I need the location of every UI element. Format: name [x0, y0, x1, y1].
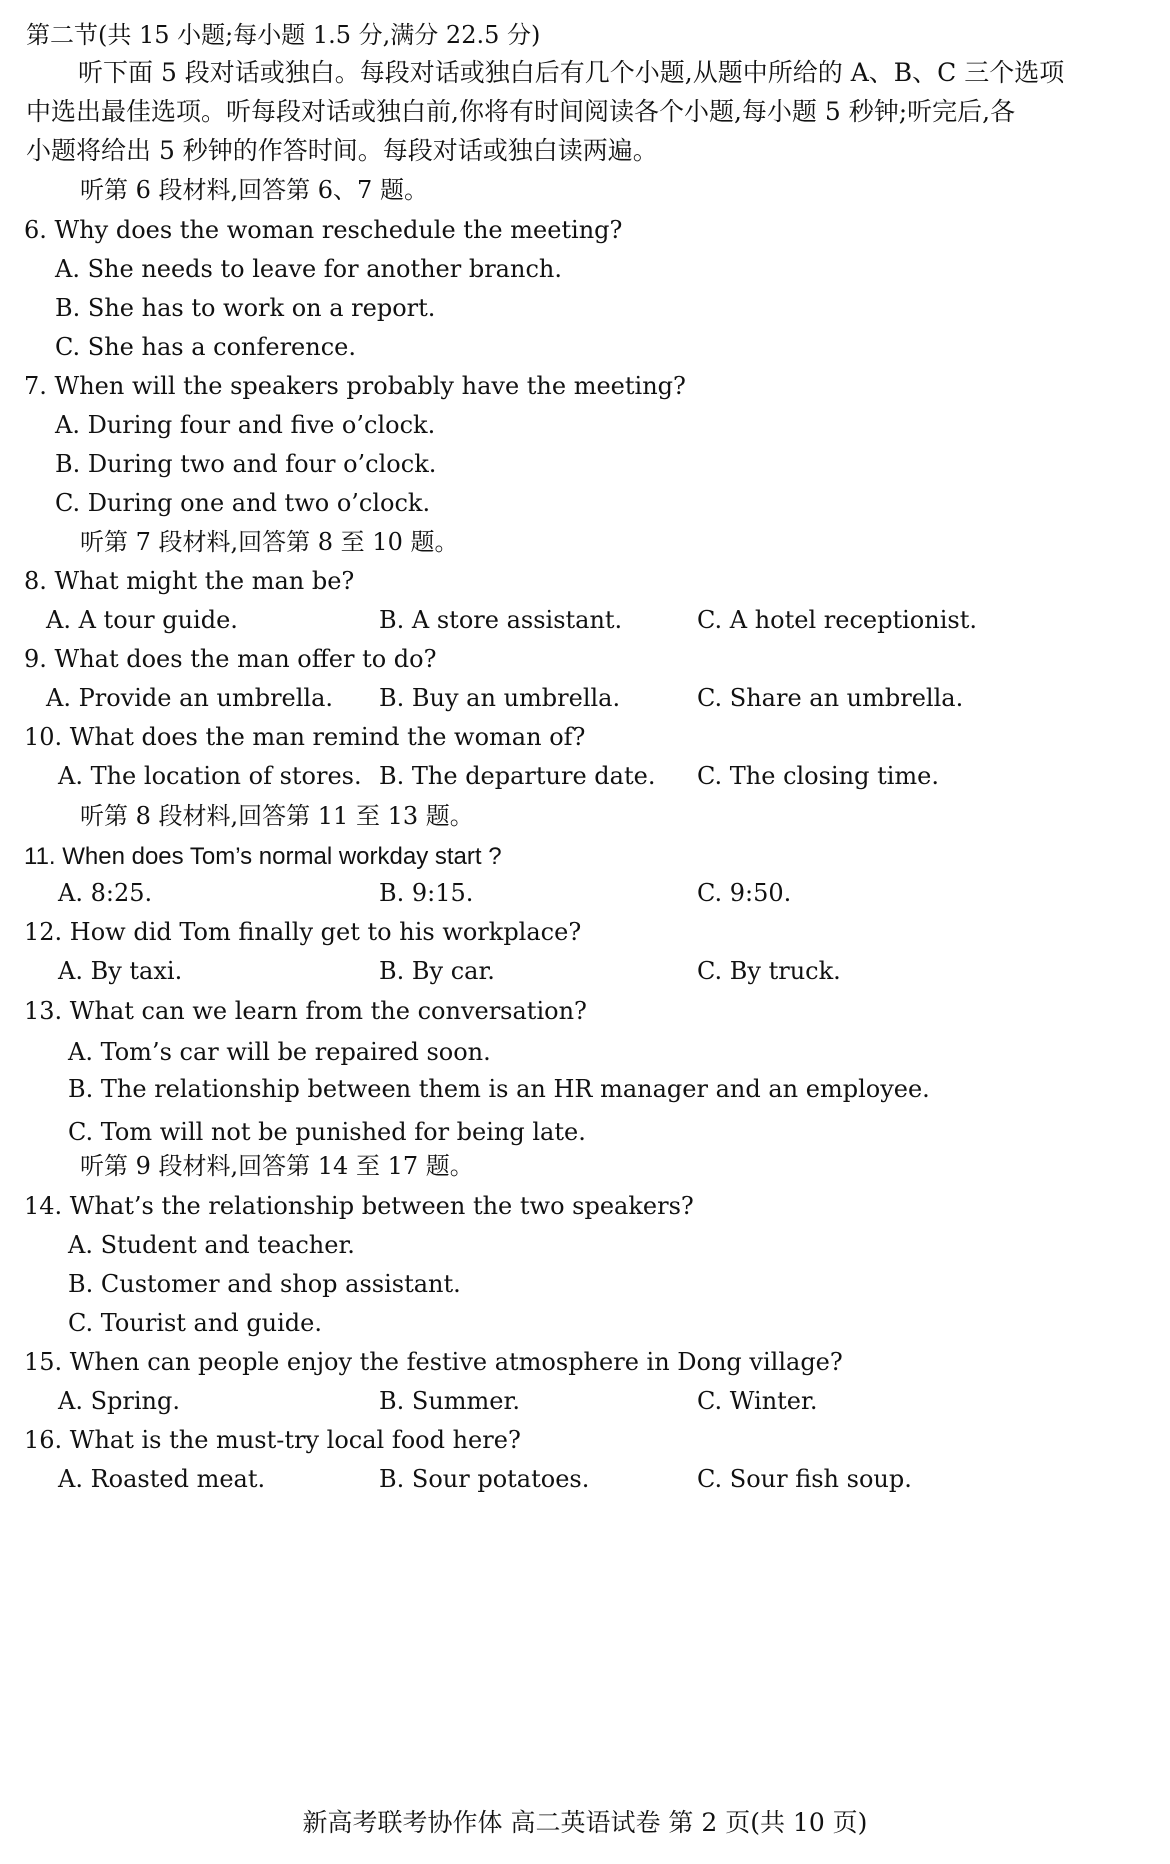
question-10-stem: 10. What does the man remind the woman of? [24, 723, 586, 751]
question-6-option-c: C. She has a conference. [55, 333, 356, 361]
question-10-option-c: C. The closing time. [697, 762, 939, 790]
group-intro-11-13: 听第 8 段材料,回答第 11 至 13 题。 [80, 802, 474, 830]
question-15-options [0, 1386, 1170, 1416]
question-10-options [0, 761, 1170, 791]
question-13-option-c: C. Tom will not be punished for being late. [68, 1118, 586, 1146]
question-11-option-c: C. 9:50. [697, 879, 792, 907]
question-8-options [0, 605, 1170, 635]
group-intro-6-7: 听第 6 段材料,回答第 6、7 题。 [80, 176, 428, 204]
question-12-option-a: A. By taxi. [58, 957, 183, 985]
question-16-option-c: C. Sour fish soup. [697, 1465, 912, 1493]
question-16-option-b: B. Sour potatoes. [379, 1465, 590, 1493]
question-15-option-a: A. Spring. [58, 1387, 180, 1415]
question-11-stem: 11. When does Tom’s normal workday start ? [24, 843, 502, 870]
instruction-line-1: 听下面 5 段对话或独白。每段对话或独白后有几个小题,从题中所给的 A、B、C 三个选项 [78, 58, 1065, 87]
question-8-option-a: A. A tour guide. [46, 606, 238, 634]
question-7-option-b: B. During two and four o’clock. [55, 450, 437, 478]
question-6-option-b: B. She has to work on a report. [55, 294, 436, 322]
question-14-stem: 14. What’s the relationship between the two speakers? [24, 1192, 694, 1220]
group-intro-8-10: 听第 7 段材料,回答第 8 至 10 题。 [80, 528, 459, 556]
question-10-option-b: B. The departure date. [379, 762, 656, 790]
question-14-option-c: C. Tourist and guide. [68, 1309, 323, 1337]
question-16-stem: 16. What is the must-try local food here? [24, 1426, 521, 1454]
question-13-stem: 13. What can we learn from the conversation? [24, 997, 587, 1025]
question-13-option-b: B. The relationship between them is an HR manager and an employee. [68, 1075, 930, 1103]
question-16-options [0, 1464, 1170, 1494]
question-7-option-c: C. During one and two o’clock. [55, 489, 431, 517]
question-9-stem: 9. What does the man offer to do? [24, 645, 437, 673]
question-8-option-b: B. A store assistant. [379, 606, 623, 634]
question-8-option-c: C. A hotel receptionist. [697, 606, 977, 634]
question-14-option-a: A. Student and teacher. [68, 1231, 355, 1259]
group-intro-14-17: 听第 9 段材料,回答第 14 至 17 题。 [80, 1152, 474, 1180]
question-6-stem: 6. Why does the woman reschedule the meeting? [24, 216, 623, 244]
question-15-option-c: C. Winter. [697, 1387, 818, 1415]
question-16-option-a: A. Roasted meat. [58, 1465, 266, 1493]
question-14-option-b: B. Customer and shop assistant. [68, 1270, 461, 1298]
section-title: 第二节(共 15 小题;每小题 1.5 分,满分 22.5 分) [26, 21, 541, 49]
question-7-option-a: A. During four and five o’clock. [55, 411, 436, 439]
question-11-option-a: A. 8:25. [58, 879, 153, 907]
question-8-stem: 8. What might the man be? [24, 567, 355, 595]
question-12-stem: 12. How did Tom finally get to his workplace? [24, 918, 582, 946]
question-12-options [0, 956, 1170, 986]
question-11-options [0, 878, 1170, 908]
question-7-stem: 7. When will the speakers probably have the meeting? [24, 372, 686, 400]
question-9-option-b: B. Buy an umbrella. [379, 684, 621, 712]
page-footer: 新高考联考协作体 高二英语试卷 第 2 页(共 10 页) [302, 1808, 868, 1837]
question-15-stem: 15. When can people enjoy the festive atmosphere in Dong village? [24, 1348, 843, 1376]
question-6-option-a: A. She needs to leave for another branch. [55, 255, 562, 283]
instruction-line-2: 中选出最佳选项。听每段对话或独白前,你将有时间阅读各个小题,每小题 5 秒钟;听完后,各 [26, 97, 1016, 126]
question-13-option-a: A. Tom’s car will be repaired soon. [68, 1038, 491, 1066]
instruction-line-3: 小题将给出 5 秒钟的作答时间。每段对话或独白读两遍。 [26, 136, 658, 165]
question-15-option-b: B. Summer. [379, 1387, 520, 1415]
question-9-option-a: A. Provide an umbrella. [46, 684, 334, 712]
question-12-option-b: B. By car. [379, 957, 495, 985]
question-9-options [0, 683, 1170, 713]
question-11-option-b: B. 9:15. [379, 879, 474, 907]
question-10-option-a: A. The location of stores. [58, 762, 362, 790]
question-9-option-c: C. Share an umbrella. [697, 684, 964, 712]
question-12-option-c: C. By truck. [697, 957, 841, 985]
